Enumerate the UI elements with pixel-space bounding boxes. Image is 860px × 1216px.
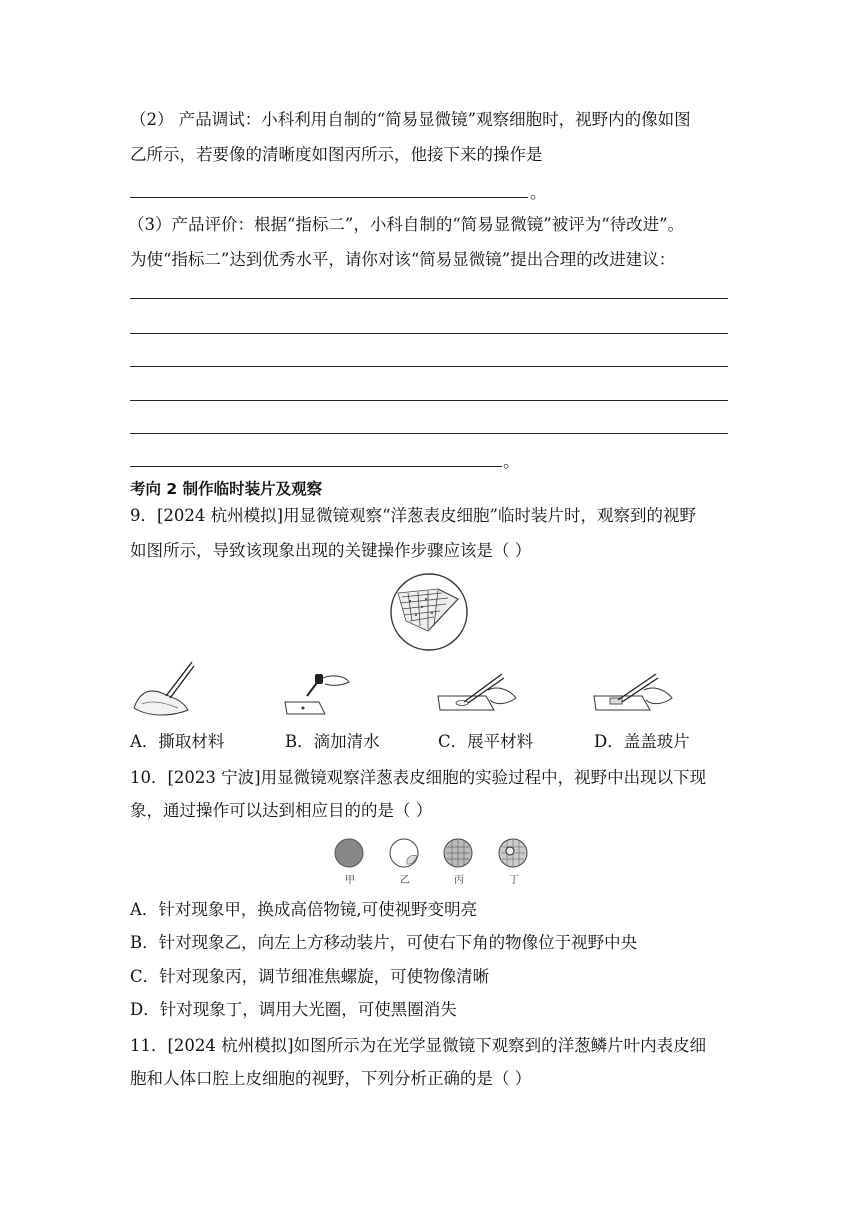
view-bing-blurry-icon bbox=[443, 838, 473, 868]
q10-option-a[interactable]: A．针对现象甲，换成高倍物镜,可使视野变明亮 bbox=[130, 900, 478, 919]
answer-blank[interactable] bbox=[130, 197, 528, 198]
caption-yi: 乙 bbox=[400, 875, 410, 886]
q8-part2-line2: 乙所示，若要像的清晰度如图丙所示，他接下来的操作是 bbox=[130, 145, 543, 164]
cover-slip-icon bbox=[594, 672, 674, 720]
view-yi-offset-icon bbox=[389, 838, 419, 868]
caption-ding: 丁 bbox=[509, 875, 519, 886]
q10-option-c[interactable]: C．针对现象丙，调节细准焦螺旋，可使物像清晰 bbox=[130, 967, 490, 986]
flatten-material-icon bbox=[438, 672, 518, 720]
q8-part3-line1: （3）产品评价：根据“指标二”，小科自制的“简易显微镜”被评为“待改进”。 bbox=[128, 215, 685, 234]
view-ding-bubble-icon bbox=[498, 838, 528, 868]
q10-option-b[interactable]: B．针对现象乙，向左上方移动装片，可使右下角的物像位于视野中央 bbox=[130, 933, 638, 952]
q8-part3-end: 。 bbox=[503, 452, 520, 471]
answer-blank[interactable] bbox=[130, 433, 728, 434]
q9-option-c[interactable]: C．展平材料 bbox=[438, 732, 534, 751]
q9-option-a[interactable]: A．撕取材料 bbox=[130, 732, 225, 751]
answer-blank[interactable] bbox=[130, 366, 728, 367]
view-jia-dark-icon bbox=[334, 838, 364, 868]
q9-stem-line2: 如图所示，导致该现象出现的关键操作步骤应该是（ ） bbox=[130, 541, 532, 560]
caption-jia: 甲 bbox=[345, 875, 355, 886]
q10-option-d[interactable]: D．针对现象丁，调用大光圈，可使黑圈消失 bbox=[130, 1000, 457, 1019]
q10-stem-line2: 象，通过操作可以达到相应目的的是（ ） bbox=[130, 801, 433, 820]
q10-stem-line1: 10．[2023 宁波]用显微镜观察洋葱表皮细胞的实验过程中，视野中出现以下现 bbox=[130, 768, 707, 787]
drop-water-icon bbox=[285, 672, 351, 718]
tear-material-icon bbox=[130, 660, 196, 720]
q9-option-b[interactable]: B．滴加清水 bbox=[285, 732, 380, 751]
q11-stem-line1: 11．[2024 杭州模拟]如图所示为在光学显微镜下观察到的洋葱鳞片叶内表皮细 bbox=[130, 1036, 707, 1055]
q8-part2-end: 。 bbox=[530, 183, 547, 202]
answer-blank[interactable] bbox=[130, 333, 728, 334]
q8-part3-line2: 为使“指标二”达到优秀水平，请你对该“简易显微镜”提出合理的改进建议： bbox=[130, 250, 676, 269]
q11-stem-line2: 胞和人体口腔上皮细胞的视野，下列分析正确的是（ ） bbox=[130, 1069, 532, 1088]
caption-bing: 丙 bbox=[454, 875, 464, 886]
q9-stem-line1: 9．[2024 杭州模拟]用显微镜观察“洋葱表皮细胞”临时装片时，观察到的视野 bbox=[130, 506, 696, 525]
q9-option-d[interactable]: D．盖盖玻片 bbox=[594, 732, 690, 751]
q8-part2-line1: （2） 产品调试：小科利用自制的“简易显微镜”观察细胞时，视野内的像如图 bbox=[130, 110, 691, 129]
answer-blank[interactable] bbox=[130, 400, 728, 401]
microscope-field-figure bbox=[388, 571, 470, 653]
answer-blank[interactable] bbox=[130, 466, 502, 467]
section-heading: 考向 2 制作临时装片及观察 bbox=[130, 480, 323, 498]
answer-blank[interactable] bbox=[130, 298, 728, 299]
